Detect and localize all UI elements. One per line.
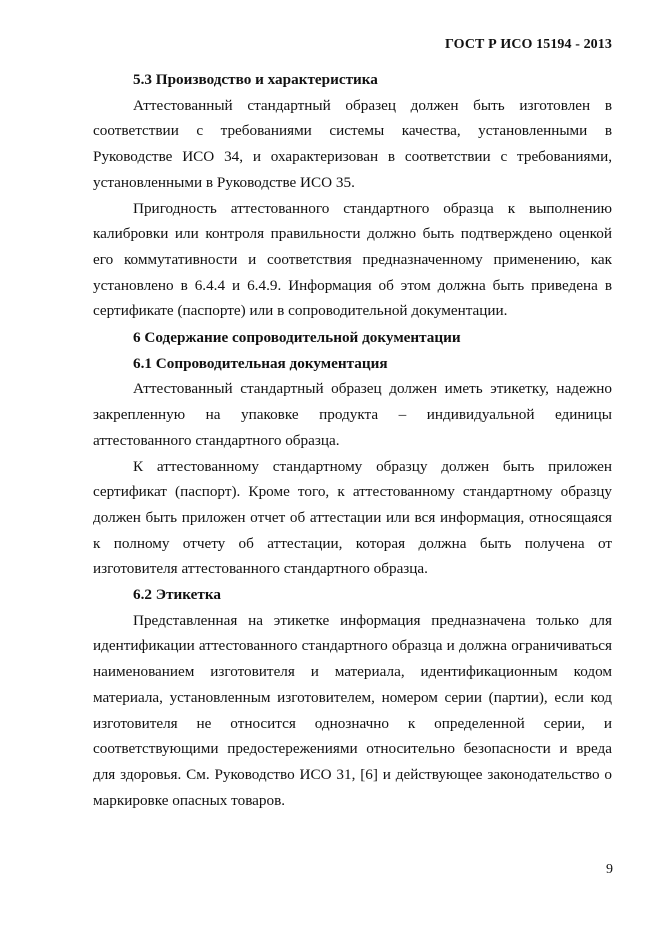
paragraph-5-3-2: Пригодность аттестованного стандартного образца к выполнению калибровки или контроля правильности должно быть подтверждено оценкой его коммутативности и соответствия предназначенному применению, как установлено в 6.4.4 и 6.4.9. Информация об этом должна быть приведена в сертификате (паспорте) или в сопроводительной документации. xyxy=(93,199,612,320)
paragraph-6-1-2: К аттестованному стандартному образцу должен быть приложен сертификат (паспорт). Кроме того, к аттестованному стандартному образцу должен быть приложен отчет об аттестации или вся информация, относящаяся к полному отчету об аттестации, которая должна быть получена от изготовителя аттестованного стандартного образца. xyxy=(93,457,612,578)
document-header: ГОСТ Р ИСО 15194 - 2013 xyxy=(445,37,612,52)
page-number: 9 xyxy=(606,862,613,877)
section-heading-5-3: 5.3 Производство и характеристика xyxy=(133,71,378,88)
section-heading-6: 6 Содержание сопроводительной документации xyxy=(133,329,461,347)
paragraph-6-1-1: Аттестованный стандартный образец должен иметь этикетку, надежно закрепленную на упаковке продукта – индивидуальной единицы аттестованного стандартного образца. xyxy=(93,380,612,449)
paragraph-6-2-1: Представленная на этикетке информация предназначена только для идентификации аттестованного стандартного образца и должна ограничиваться наименованием изготовителя и материала, идентификационным кодом материала, установленным изготовителем, номером серии (партии), если код изготовителя не относится однозначно к определенной серии, и соответствующими предостережениями относительно безопасности и вреда для здоровья. См. Руководство ИСО 31, [6] и действующее законодательство о маркировке опасных товаров. xyxy=(93,611,612,809)
document-body xyxy=(93,67,612,813)
section-heading-6-1: 6.1 Сопроводительная документация xyxy=(133,354,388,372)
section-heading-6-2: 6.2 Этикетка xyxy=(133,586,221,604)
paragraph-5-3-1: Аттестованный стандартный образец должен быть изготовлен в соответствии с требованиями системы качества, установленными в Руководстве ИСО 34, и охарактеризован в соответствии с требованиями, установленными в Руководстве ИСО 35. xyxy=(93,96,612,191)
